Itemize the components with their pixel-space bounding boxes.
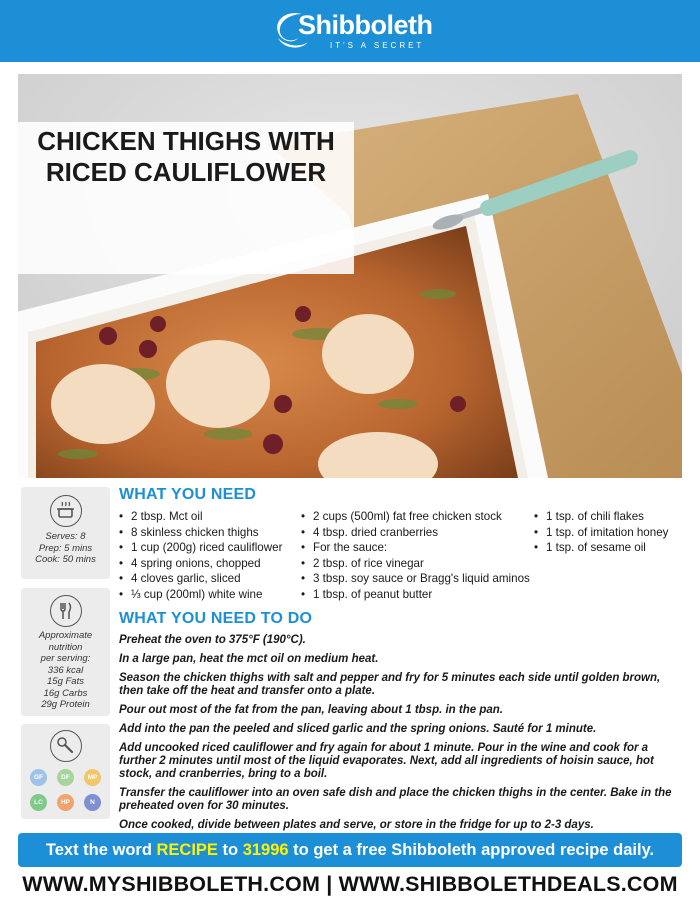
ingredients-column-2	[301, 509, 530, 602]
ingredient-item: • 1 cup (200g) riced cauliflower	[119, 540, 282, 556]
direction-step: Preheat the oven to 375°F (190°C).	[119, 634, 306, 646]
direction-step: Pour out most of the fat from the pan, leaving about 1 tbsp. in the pan.	[119, 704, 503, 716]
diet-tag-df: DF	[57, 769, 74, 786]
kcal-text: 336 kcal	[47, 664, 84, 676]
diet-tag-lc: LC	[30, 794, 47, 811]
direction-step: In a large pan, heat the mct oil on medium heat.	[119, 653, 379, 665]
diet-tag-hp: HP	[57, 794, 74, 811]
ingredient-item: • 1 tsp. of sesame oil	[534, 540, 668, 556]
sms-text-post: to get a free Shibboleth approved recipe daily.	[288, 841, 655, 859]
hero-image	[18, 74, 682, 478]
recipe-title-line-2: RICED CAULIFLOWER	[45, 157, 327, 187]
ingredient-item: • 4 cloves garlic, sliced	[119, 571, 282, 587]
ingredient-item: • 3 tbsp. soy sauce or Bragg's liquid aminos	[301, 571, 530, 587]
brand-logo[interactable]	[272, 8, 442, 54]
serves-text: Serves: 8	[45, 531, 86, 542]
recipe-title	[18, 126, 354, 188]
directions-list	[119, 634, 685, 838]
directions-heading: WHAT YOU NEED TO DO	[119, 610, 313, 627]
diet-tag-mp: MP	[84, 769, 101, 786]
ingredient-item: • 2 tbsp. Mct oil	[119, 509, 282, 525]
ingredient-item: • 1 tsp. of chili flakes	[534, 509, 668, 525]
diet-tag-n: N	[84, 794, 101, 811]
thermometer-icon	[50, 730, 82, 762]
ingredient-item: • 2 tbsp. of rice vinegar	[301, 556, 530, 572]
cooking-pot-icon	[50, 495, 82, 527]
serving-info-card	[21, 487, 110, 579]
ingredient-item: • 2 cups (500ml) fat free chicken stock	[301, 509, 530, 525]
nutrition-label-3: per serving:	[40, 653, 91, 664]
direction-step: Add uncooked riced cauliflower and fry again for about 1 minute. Pour in the wine and cook for a further 2 minutes until most of the liquid evaporates. Next, add all ingredients of hoisin sauce, hot stock, and cranberries, bring to a boil.	[119, 742, 654, 780]
brand-tagline: IT'S A SECRET	[330, 41, 425, 50]
sms-shortcode: 31996	[242, 841, 289, 859]
footer-websites[interactable]: WWW.MYSHIBBOLETH.COM | WWW.SHIBBOLETHDEALS.COM	[22, 872, 678, 896]
nutrition-card	[21, 588, 110, 716]
diet-tag-gf: GF	[30, 769, 47, 786]
nutrition-label-1: Approximate	[38, 630, 93, 641]
sms-text-mid: to	[217, 841, 243, 859]
direction-step: Season the chicken thighs with salt and pepper and fry for 5 minutes each side until golden brown, then take off the heat and transfer onto a plate.	[119, 672, 661, 697]
ingredient-item: • ⅓ cup (200ml) white wine	[119, 587, 282, 603]
header-bar	[0, 0, 700, 62]
ingredients-heading: WHAT YOU NEED	[119, 486, 257, 503]
ingredients-column-3	[534, 509, 668, 556]
sms-text-pre: Text the word	[45, 841, 157, 859]
ingredient-item: • 4 spring onions, chopped	[119, 556, 282, 572]
ingredients-column-1	[119, 509, 282, 602]
brand-name: Shibboleth	[298, 10, 433, 40]
ingredient-item: • For the sauce:	[301, 540, 530, 556]
sms-keyword: RECIPE	[156, 841, 218, 859]
fats-text: 15g Fats	[47, 676, 84, 687]
sms-signup-banner	[18, 833, 682, 867]
cook-time-text: Cook: 50 mins	[35, 554, 96, 565]
ingredient-item: • 1 tsp. of imitation honey	[534, 525, 668, 541]
protein-text: 29g Protein	[41, 699, 90, 710]
ingredient-item: • 8 skinless chicken thighs	[119, 525, 282, 541]
diet-tags-card	[21, 724, 110, 819]
direction-step: Add into the pan the peeled and sliced garlic and the spring onions. Sauté for 1 minute.	[119, 723, 597, 735]
carbs-text: 16g Carbs	[43, 687, 88, 699]
nutrition-label-2: nutrition	[48, 641, 83, 653]
prep-time-text: Prep: 5 mins	[38, 542, 93, 554]
fork-knife-icon	[50, 595, 82, 627]
ingredient-item: • 1 tbsp. of peanut butter	[301, 587, 530, 603]
ingredient-item: • 4 tbsp. dried cranberries	[301, 525, 530, 541]
recipe-title-line-1: CHICKEN THIGHS WITH	[37, 126, 335, 156]
direction-step: Transfer the cauliflower into an oven safe dish and place the chicken thighs in the center. Bake in the preheated oven for 30 minutes.	[119, 787, 672, 812]
direction-step: Once cooked, divide between plates and serve, or store in the fridge for up to 2-3 days.	[119, 819, 594, 831]
